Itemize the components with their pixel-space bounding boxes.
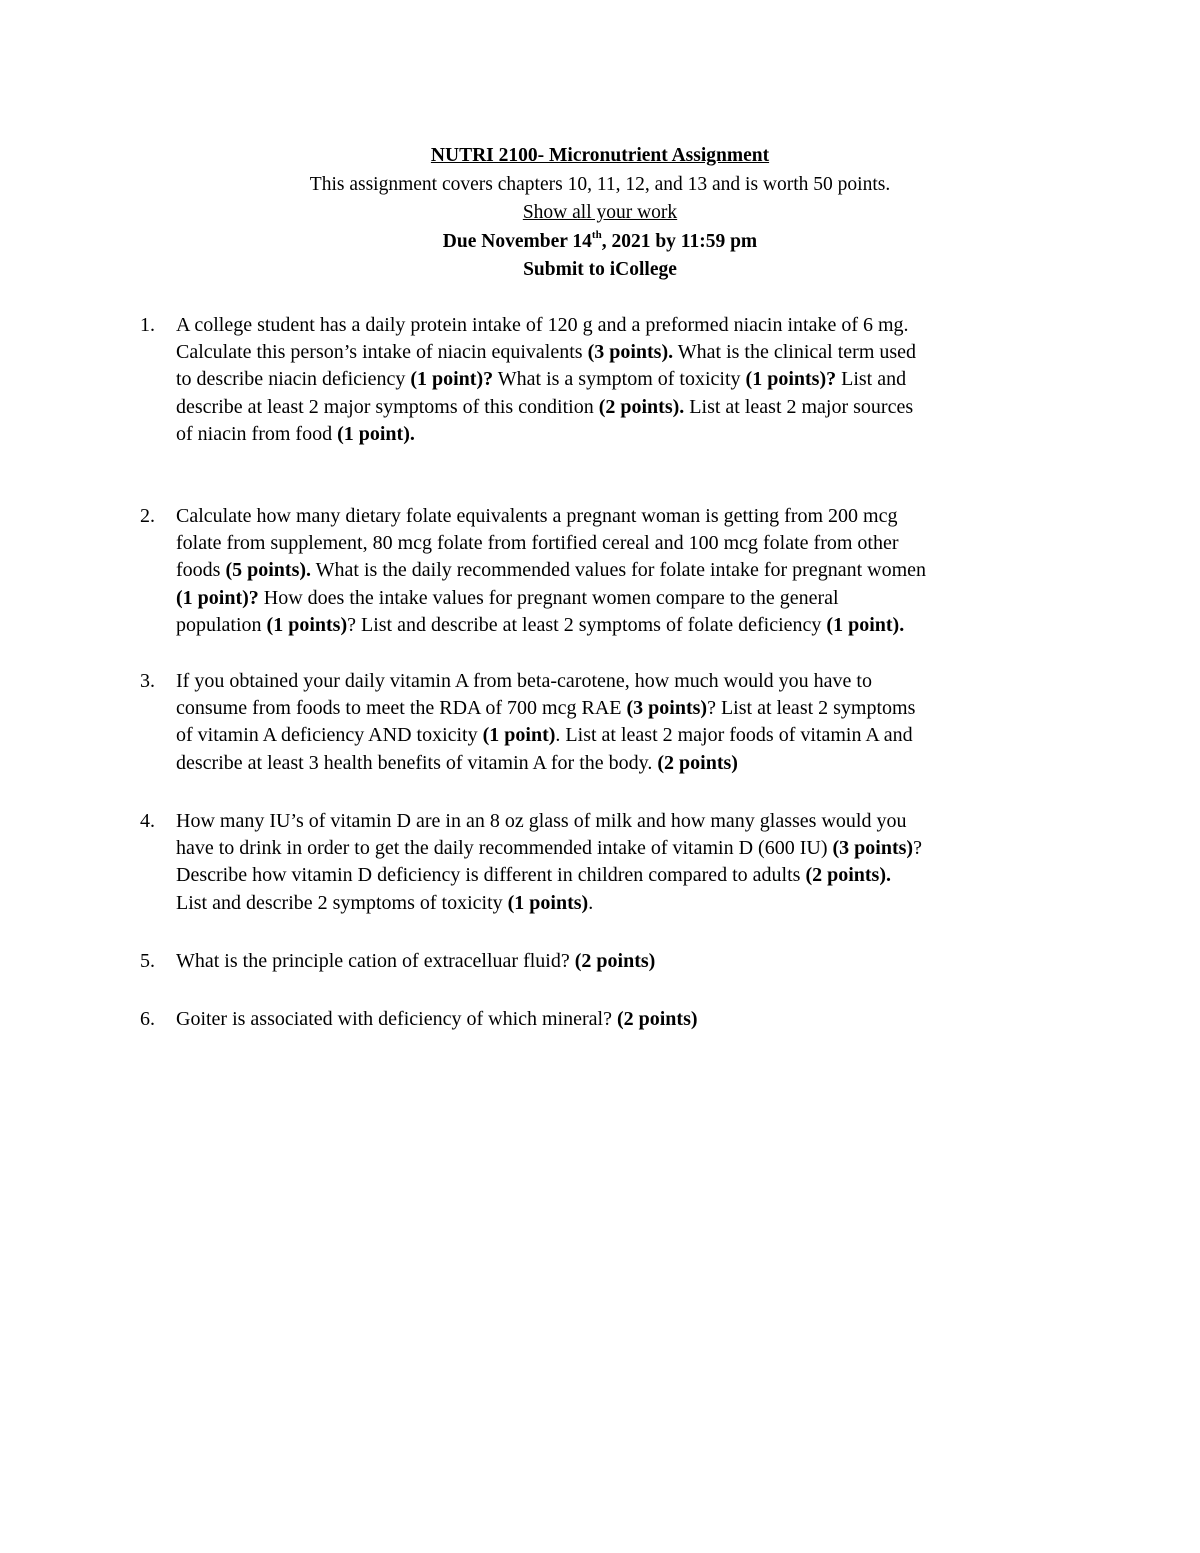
question-fragment: List and describe 2 symptoms of toxicity [176,891,508,914]
question-fragment: have to drink in order to get the daily recommended intake of vitamin D (600 IU) [176,837,833,860]
coverage-note: This assignment covers chapters 10, 11, 12, and 13 and is worth 50 points. [309,173,891,195]
assignment-title: NUTRI 2100- Micronutrient Assignment [430,145,770,166]
question-number: 2. [140,505,155,527]
due-date-ordinal: th [591,229,602,241]
document-header [0,142,1200,285]
question-fragment: consume from foods to meet the RDA of 700 mcg RAE [176,697,627,720]
question-text [176,808,1076,917]
points-label: (1 point)? [176,586,259,609]
question-line [176,890,1076,917]
question-fragment: What is the daily recommended values for folate intake for pregnant women [311,559,927,582]
question-line [176,366,1076,393]
question-fragment: describe at least 3 health benefits of vitamin A for the body. [176,751,658,774]
question-fragment: ? List and describe at least 2 symptoms of folate deficiency [347,613,827,636]
points-label: (3 points) [626,697,708,720]
question-fragment: describe at least 2 major symptoms of this condition [176,395,599,418]
points-label: (2 points) [574,950,656,972]
question-text [176,312,1076,448]
question-fragment: to describe niacin deficiency [176,368,411,391]
question-fragment: How many IU’s of vitamin D are in an 8 oz glass of milk and how many glasses would you [176,810,907,832]
points-label: (3 points) [832,837,914,860]
question-line [176,722,1076,749]
question-fragment: Goiter is associated with deficiency of which mineral? [176,1008,617,1030]
points-label: (2 points) [657,751,738,774]
due-date-prefix: Due November 14 [442,230,592,252]
points-label: (1 point). [826,613,905,636]
question-fragment: foods [176,559,226,582]
points-label: (2 points). [598,395,685,418]
question-line [176,948,1076,975]
question-line [176,835,1076,862]
question-fragment: What is a symptom of toxicity [493,368,746,391]
question-fragment: population [176,613,267,636]
due-date [0,228,1200,257]
show-work-note: Show all your work [522,202,678,223]
question-fragment: Calculate how many dietary folate equivalents a pregnant woman is getting from 200 mcg [176,505,898,527]
question-fragment: List and [836,368,907,391]
question-text [176,503,1076,639]
question-line [176,394,1076,421]
question-line [176,862,1076,889]
question-fragment: What is the clinical term used [673,341,917,364]
question-fragment: . List at least 2 major foods of vitamin A and [555,724,913,747]
question-text [176,948,1076,975]
points-label: (3 points). [587,341,674,364]
question-fragment: How does the intake values for pregnant women compare to the general [258,586,839,609]
points-label: (2 points) [616,1008,698,1030]
points-label: (1 points) [266,613,348,636]
question-fragment: What is the principle cation of extracelluar fluid? [176,950,575,972]
question-fragment: List at least 2 major sources [684,395,914,418]
question-line [176,503,1076,530]
question-line [176,750,1076,777]
question-number: 3. [140,670,155,692]
question-text [176,668,1076,777]
question-fragment: . [588,891,594,914]
question-line [176,530,1076,557]
question-fragment: Calculate this person’s intake of niacin equivalents [176,341,588,364]
question-fragment: ? [913,837,922,860]
question-fragment: A college student has a daily protein intake of 120 g and a preformed niacin intake of 6 mg. [176,314,909,336]
question-line [176,585,1076,612]
question-line [176,808,1076,835]
points-label: (1 points) [507,891,589,914]
points-label: (1 point). [337,422,415,445]
question-line [176,312,1076,339]
question-fragment: Describe how vitamin D deficiency is different in children compared to adults [176,864,806,887]
question-line [176,421,1076,448]
question-text [176,1006,1076,1033]
question-fragment: folate from supplement, 80 mcg folate from fortified cereal and 100 mcg folate from other [176,532,899,555]
question-line [176,695,1076,722]
question-line [176,557,1076,584]
question-fragment: of vitamin A deficiency AND toxicity [176,724,483,747]
question-fragment: ? List at least 2 symptoms [707,697,916,720]
question-number: 6. [140,1008,155,1030]
question-number: 4. [140,810,155,832]
question-fragment: If you obtained your daily vitamin A from beta-carotene, how much would you have to [176,670,872,692]
points-label: (1 point) [482,724,556,747]
question-fragment: of niacin from food [176,422,338,445]
question-line [176,612,1076,639]
question-line [176,339,1076,366]
points-label: (2 points). [805,864,892,887]
due-date-rest: , 2021 by 11:59 pm [601,230,758,252]
points-label: (5 points). [225,559,312,582]
question-number: 5. [140,950,155,972]
points-label: (1 point)? [410,368,494,391]
question-number: 1. [140,314,155,336]
submit-note: Submit to iCollege [523,259,677,280]
points-label: (1 points)? [745,368,837,391]
question-line [176,1006,1076,1033]
question-line [176,668,1076,695]
